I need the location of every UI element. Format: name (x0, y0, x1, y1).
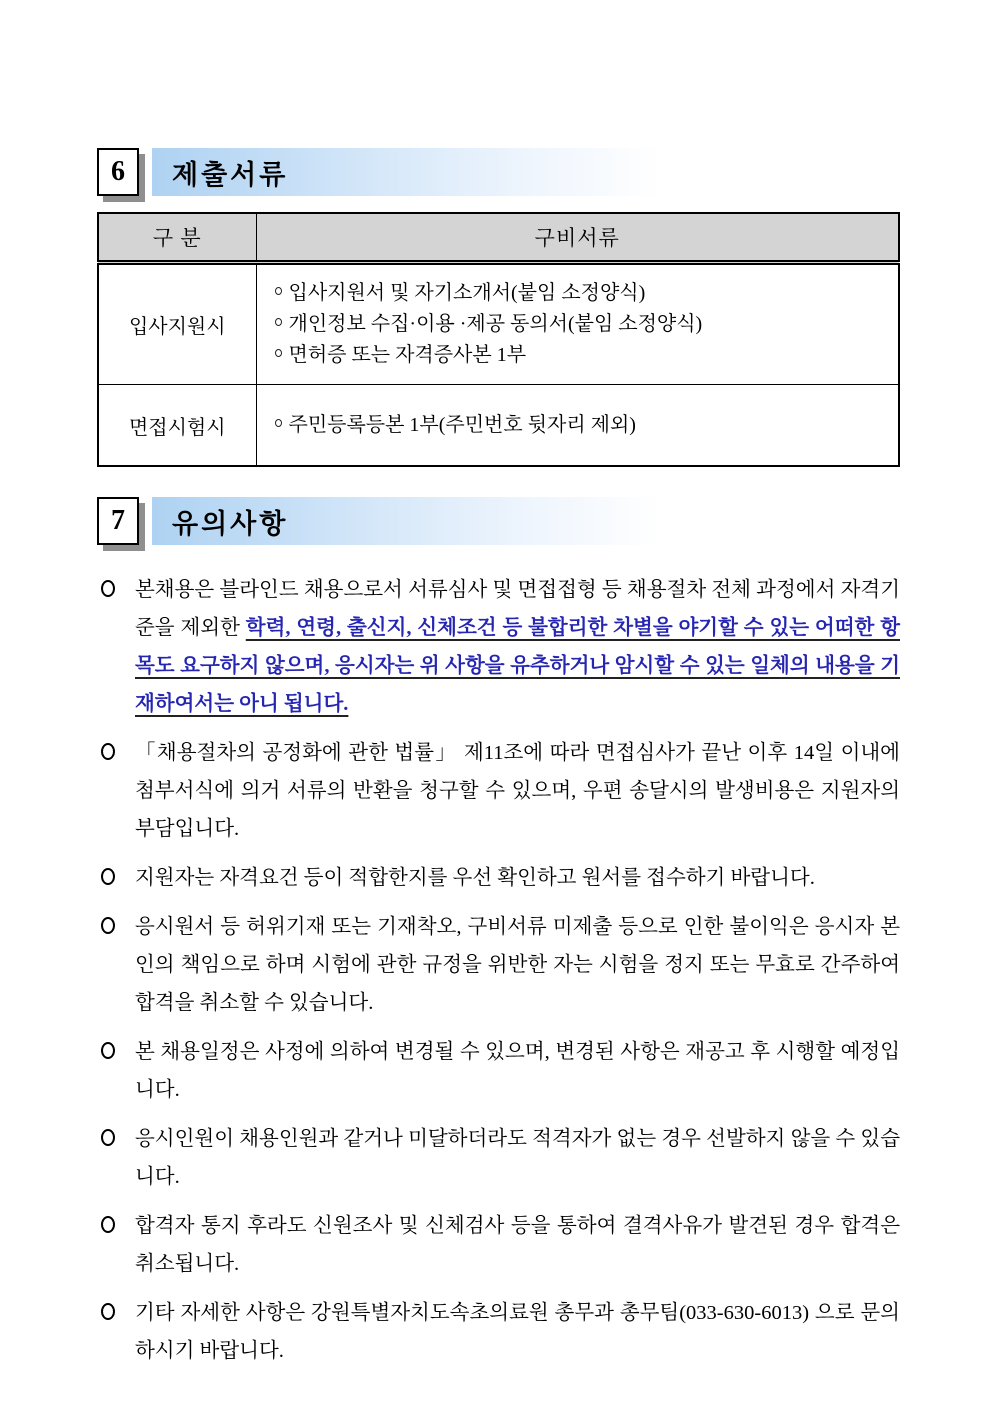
note-text: 「채용절차의 공정화에 관한 법률」 제11조에 따라 면접심사가 끝난 이후 14일 이내에 첨부서식에 의거 서류의 반환을 청구할 수 있으며, 우편 송달시의 발생비용은 지원자의 부담입니다. (135, 742, 900, 840)
circle-bullet-icon (101, 1303, 115, 1320)
required-documents-table (97, 212, 900, 467)
document-item (275, 410, 889, 441)
section-6-header (97, 148, 900, 196)
column-header-category: 구 분 (98, 213, 256, 263)
note-text: 지원자는 자격요건 등이 적합한지를 우선 확인하고 원서를 접수하기 바랍니다. (135, 867, 815, 889)
documents-cell (256, 263, 899, 385)
note-text: 합격자 통지 후라도 신원조사 및 신체검사 등을 통하여 결격사유가 발견된 경우 합격은 취소됩니다. (135, 1215, 900, 1275)
section-7-number-box (97, 497, 139, 545)
note-item (97, 908, 900, 1022)
small-circle-bullet-icon (275, 419, 282, 427)
document-item (275, 309, 889, 340)
circle-bullet-icon (101, 1042, 115, 1059)
note-item (97, 1294, 900, 1370)
section-6-number: 6 (111, 156, 125, 187)
circle-bullet-icon (101, 1129, 115, 1146)
documents-cell (256, 385, 899, 467)
category-cell: 면접시험시 (98, 385, 256, 467)
note-text: 기타 자세한 사항은 강원특별자치도속초의료원 총무과 총무팀(033-630-6013) 으로 문의하시기 바랍니다. (135, 1302, 900, 1362)
note-text: 응시인원이 채용인원과 같거나 미달하더라도 적격자가 없는 경우 선발하지 않을 수 있습니다. (135, 1128, 900, 1188)
document-item-text: 입사지원서 및 자기소개서(붙임 소정양식) (288, 282, 646, 304)
note-item (97, 859, 900, 897)
table-header-row (98, 213, 899, 263)
document-item (275, 278, 889, 309)
small-circle-bullet-icon (275, 318, 282, 326)
column-header-documents: 구비서류 (256, 213, 899, 263)
document-item-text: 주민등록등본 1부(주민번호 뒷자리 제외) (288, 413, 636, 436)
table-row (98, 385, 899, 467)
table-row (98, 263, 899, 385)
section-7-title: 유의사항 (172, 508, 289, 539)
small-circle-bullet-icon (275, 287, 282, 295)
note-item (97, 1120, 900, 1196)
note-text: 본채용은 블라인드 채용으로서 서류심사 및 면접접형 등 채용절차 전체 과정에서 자격기준을 제외한 학력, 연령, 출신지, 신체조건 등 불합리한 차별을 야기할 수 있는 어떠한 항목도 요구하지 않으며, 응시자는 위 사항을 유추하거나 암시할 수 있는 일체의 내용을 기재하여서는 아니 됩니다. (135, 579, 900, 715)
section-notes (97, 497, 900, 1370)
note-text: 본 채용일정은 사정에 의하여 변경될 수 있으며, 변경된 사항은 재공고 후 시행할 예정입니다. (135, 1041, 900, 1101)
section-submission-documents (97, 148, 900, 467)
notes-list (97, 571, 900, 1370)
note-item (97, 734, 900, 848)
circle-bullet-icon (101, 917, 115, 934)
circle-bullet-icon (101, 580, 115, 597)
document-item-text: 개인정보 수집·이용 ·제공 동의서(붙임 소정양식) (288, 313, 703, 335)
section-6-number-box (97, 148, 139, 196)
circle-bullet-icon (101, 743, 115, 760)
section-6-title-bar (152, 148, 900, 196)
circle-bullet-icon (101, 868, 115, 885)
highlighted-text: 학력, 연령, 출신지, 신체조건 등 불합리한 차별을 야기할 수 있는 어떠한 항목도 요구하지 않으며, 응시자는 위 사항을 유추하거나 암시할 수 있는 일체의 내용을 기재하여서는 아니 됩니다. (135, 617, 900, 715)
circle-bullet-icon (101, 1216, 115, 1233)
section-7-title-bar (152, 497, 900, 545)
section-7-header (97, 497, 900, 545)
note-item (97, 1033, 900, 1109)
note-item (97, 571, 900, 723)
note-item (97, 1207, 900, 1283)
note-text: 응시원서 등 허위기재 또는 기재착오, 구비서류 미제출 등으로 인한 불이익은 응시자 본인의 책임으로 하며 시험에 관한 규정을 위반한 자는 시험을 정지 또는 무효로 간주하여 합격을 취소할 수 있습니다. (135, 916, 900, 1014)
category-cell: 입사지원시 (98, 263, 256, 385)
section-7-number: 7 (111, 505, 125, 536)
small-circle-bullet-icon (275, 349, 282, 357)
section-6-title: 제출서류 (172, 159, 289, 190)
document-item-text: 면허증 또는 자격증사본 1부 (288, 344, 527, 366)
document-item (275, 340, 889, 371)
